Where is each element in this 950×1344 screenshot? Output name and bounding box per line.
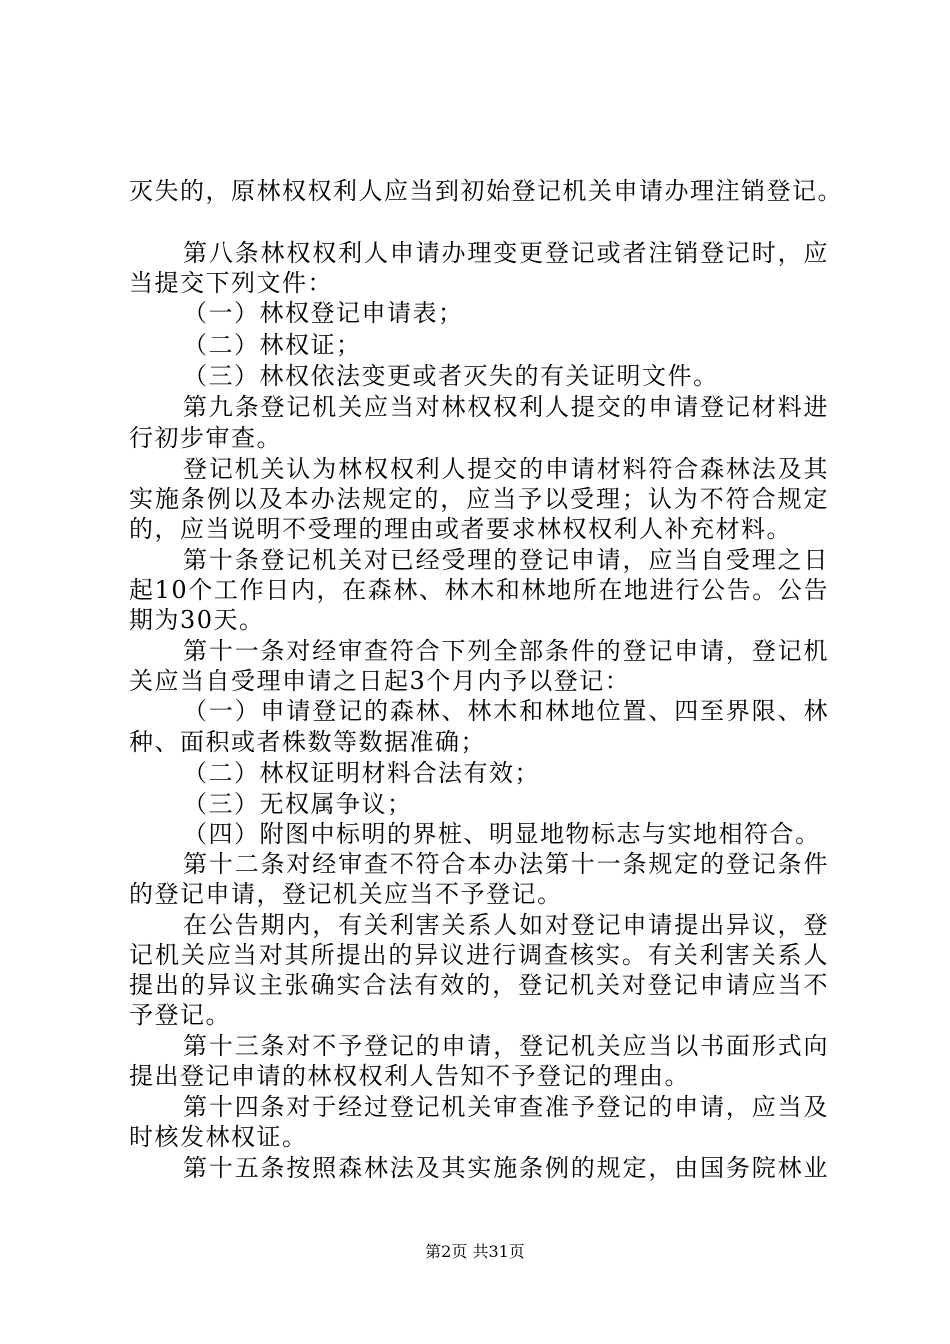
text-line: 起10个工作日内，在森林、林木和林地所在地进行公告。公告 [129, 576, 829, 604]
text-line: 的登记申请，登记机关应当不予登记。 [129, 880, 563, 908]
text-line: （一）林权登记申请表； [183, 299, 464, 327]
text-line: 记机关应当对其所提出的异议进行调查核实。有关利害关系人 [129, 941, 829, 969]
text-line: 时核发林权证。 [129, 1123, 308, 1151]
text-line: 第十四条对于经过登记机关审查准予登记的申请，应当及 [183, 1093, 829, 1121]
text-line: （一）申请登记的森林、林木和林地位置、四至界限、林 [183, 697, 829, 725]
text-line: 第十二条对经审查不符合本办法第十一条规定的登记条件 [183, 850, 829, 878]
text-line: 实施条例以及本办法规定的，应当予以受理；认为不符合规定 [129, 485, 829, 513]
text-line: （二）林权证明材料合法有效； [183, 759, 540, 787]
text-line: （二）林权证； [183, 331, 362, 359]
page-footer: 第2页 共31页 [425, 1242, 525, 1261]
text-line: 灭失的，原林权权利人应当到初始登记机关申请办理注销登记。 [129, 177, 843, 205]
text-line: 在公告期内，有关利害关系人如对登记申请提出异议，登 [183, 911, 829, 939]
text-line: 登记机关认为林权权利人提交的申请材料符合森林法及其 [183, 455, 829, 483]
text-line: 的，应当说明不受理的理由或者要求林权权利人补充材料。 [129, 515, 792, 543]
text-line: 予登记。 [129, 1001, 231, 1029]
text-line: （三）无权属争议； [183, 790, 413, 818]
text-line: 第十三条对不予登记的申请，登记机关应当以书面形式向 [183, 1032, 829, 1060]
text-line: 行初步审查。 [129, 424, 282, 452]
text-line: 关应当自受理申请之日起3个月内予以登记： [129, 667, 631, 695]
text-line: 第八条林权权利人申请办理变更登记或者注销登记时，应 [183, 239, 829, 267]
text-line: 第十条登记机关对已经受理的登记申请，应当自受理之日 [183, 546, 829, 574]
text-line: （三）林权依法变更或者灭失的有关证明文件。 [183, 362, 719, 390]
text-line: 第九条登记机关应当对林权权利人提交的申请登记材料进 [183, 393, 829, 421]
text-line: 种、面积或者株数等数据准确； [129, 728, 486, 756]
text-line: （四）附图中标明的界桩、明显地物标志与实地相符合。 [183, 820, 821, 848]
text-line: 提出登记申请的林权权利人告知不予登记的理由。 [129, 1062, 690, 1090]
text-line: 第十五条按照森林法及其实施条例的规定，由国务院林业 [183, 1154, 829, 1182]
text-line: 第十一条对经审查符合下列全部条件的登记申请，登记机 [183, 637, 829, 665]
text-line: 期为30天。 [129, 606, 265, 634]
text-line: 提出的异议主张确实合法有效的，登记机关对登记申请应当不 [129, 971, 829, 999]
text-line: 当提交下列文件： [129, 269, 333, 297]
